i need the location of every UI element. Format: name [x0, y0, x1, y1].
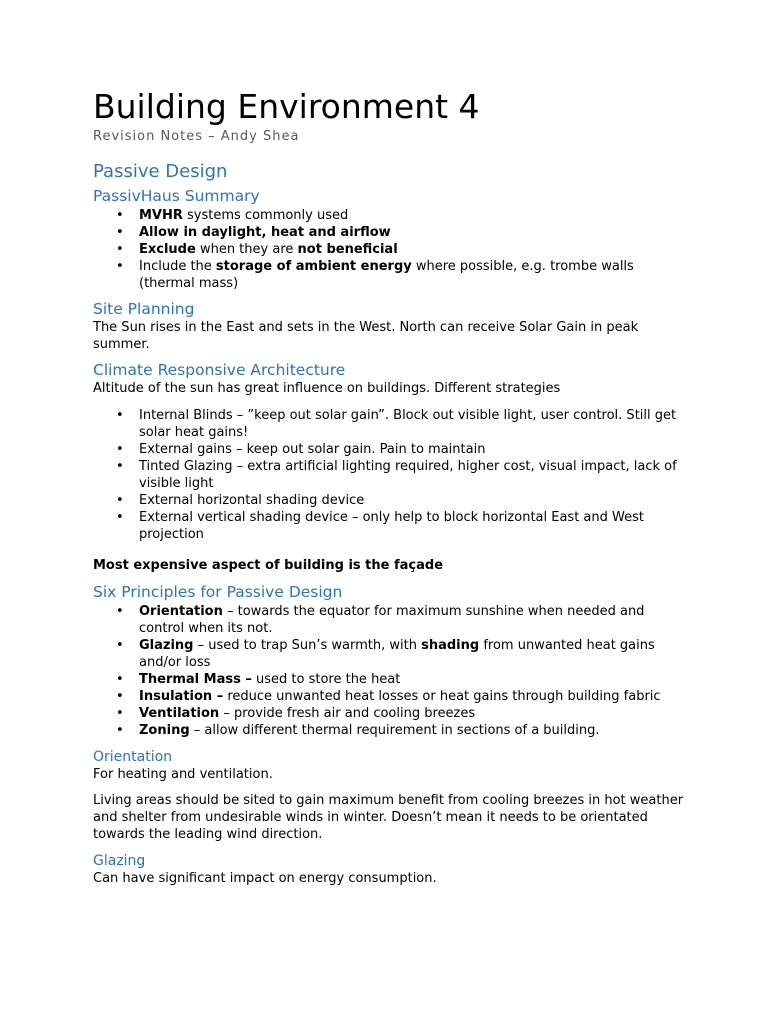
list-item: • Orientation – towards the equator for maximum sunshine when needed and control when its not.: [116, 604, 645, 636]
bullet: •: [116, 604, 124, 619]
orientation-text-2: Living areas should be sited to gain maximum benefit from cooling breezes in hot weather and shelter from undesirable winds in winter. Doesn’t mean it needs to be orientated towards the leading wind direction.: [93, 793, 684, 842]
bullet: •: [116, 706, 124, 721]
heading-orientation: Orientation: [93, 749, 173, 765]
heading-six-principles: Six Principles for Passive Design: [93, 583, 343, 601]
list-item: • Insulation – reduce unwanted heat losses or heat gains through building fabric: [116, 689, 661, 704]
bullet: •: [116, 459, 124, 474]
bullet: •: [116, 510, 124, 525]
list-item: • Thermal Mass – used to store the heat: [116, 672, 401, 687]
list-item: • External horizontal shading device: [116, 493, 365, 508]
site-planning-text: The Sun rises in the East and sets in the West. North can receive Solar Gain in peak summer.: [93, 320, 639, 352]
document-body: [93, 88, 693, 887]
heading-passivhaus-summary: PassivHaus Summary: [93, 187, 260, 205]
list-item: • Ventilation – provide fresh air and cooling breezes: [116, 706, 476, 721]
list-item: • Include the storage of ambient energy where possible, e.g. trombe walls (thermal mass): [116, 259, 634, 291]
bullet: •: [116, 442, 124, 457]
list-item: • Tinted Glazing – extra artificial lighting required, higher cost, visual impact, lack of visible light: [116, 459, 677, 491]
climate-intro: Altitude of the sun has great influence on buildings. Different strategies: [93, 381, 561, 396]
list-item: • MVHR systems commonly used: [116, 208, 349, 223]
glazing-text-1: Can have significant impact on energy consumption.: [93, 871, 437, 886]
heading-climate-responsive: Climate Responsive Architecture: [93, 361, 346, 379]
list-item: • External vertical shading device – only help to block horizontal East and West projection: [116, 510, 644, 542]
list-item: • Allow in daylight, heat and airflow: [116, 225, 391, 240]
bullet: •: [116, 672, 124, 687]
document-title: Building Environment 4: [93, 87, 480, 126]
bullet: •: [116, 493, 124, 508]
bullet: •: [116, 408, 124, 423]
heading-glazing: Glazing: [93, 853, 146, 869]
six-principles-list: [93, 603, 693, 739]
bullet: •: [116, 723, 124, 738]
list-item: • Zoning – allow different thermal requirement in sections of a building.: [116, 723, 600, 738]
bullet: •: [116, 259, 124, 274]
bullet: •: [116, 242, 124, 257]
bullet: •: [116, 225, 124, 240]
bullet: •: [116, 689, 124, 704]
climate-list: [93, 407, 693, 543]
list-item: • Internal Blinds – ”keep out solar gain”. Block out visible light, user control. Still get solar heat gains!: [116, 408, 677, 440]
bullet: •: [116, 638, 124, 653]
heading-site-planning: Site Planning: [93, 300, 195, 318]
orientation-text-1: For heating and ventilation.: [93, 767, 273, 782]
list-item: • Exclude when they are not beneficial: [116, 242, 398, 257]
list-item: • Glazing – used to trap Sun’s warmth, with shading from unwanted heat gains and/or loss: [116, 638, 655, 670]
passivhaus-list: [93, 207, 693, 292]
document-subtitle: Revision Notes – Andy Shea: [93, 129, 300, 144]
facade-note: Most expensive aspect of building is the façade: [93, 558, 444, 573]
list-item: • External gains – keep out solar gain. Pain to maintain: [116, 442, 486, 457]
heading-passive-design: Passive Design: [93, 161, 228, 182]
bullet: •: [116, 208, 124, 223]
